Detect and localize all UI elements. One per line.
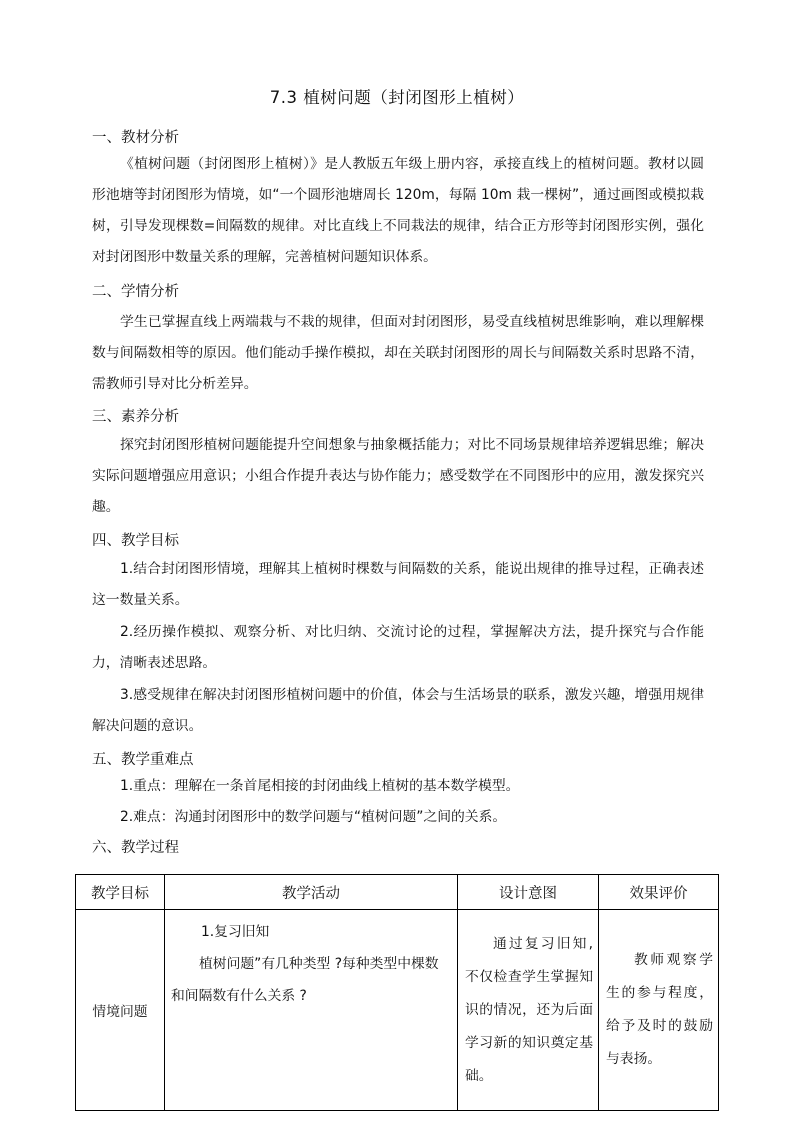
activity-step-text: 植树问题”有几种类型 ?每种类型中棵数和间隔数有什么关系 ? (171, 956, 439, 1004)
column-header-evaluation: 效果评价 (599, 875, 719, 910)
activity-step-title: 1.复习旧知 (201, 924, 270, 940)
column-header-activity: 教学活动 (165, 875, 458, 910)
table-header-row (76, 875, 719, 910)
cell-goal: 情境问题 (76, 910, 165, 1111)
teaching-process-table (75, 874, 719, 1111)
section-heading-learner-analysis: 二、学情分析 (92, 284, 179, 300)
key-point-item: 1.重点：理解在一条首尾相接的封闭曲线上植树的基本数学模型。 (120, 778, 520, 794)
section-text-learner-analysis: 学生已掌握直线上两端栽与不栽的规律，但面对封闭图形，易受直线植树思维影响，难以理解棵数与间隔数相等的原因。他们能动手操作模拟，却在关联封闭图形的周长与间隔数关系时思路不清，需教师引导对比分析差异。 (92, 314, 704, 392)
difficulty-item: 2.难点：沟通封闭图形中的数学问题与“植树问题”之间的关系。 (120, 809, 507, 825)
section-text-literacy-analysis: 探究封闭图形植树问题能提升空间想象与抽象概括能力；对比不同场景规律培养逻辑思维；解决实际问题增强应用意识；小组合作提升表达与协作能力；感受数学在不同图形中的应用，激发探究兴趣。 (92, 437, 704, 515)
section-heading-key-points: 五、教学重难点 (92, 752, 194, 768)
section-heading-literacy-analysis: 三、素养分析 (92, 409, 179, 425)
column-header-goal: 教学目标 (76, 875, 165, 910)
page-title: 7.3 植树问题（封闭图形上植树） (269, 88, 525, 107)
goal-item: 3.感受规律在解决封闭图形植树问题中的价值，体会与生活场景的联系，激发兴趣，增强用规律解决问题的意识。 (92, 687, 704, 734)
goal-item: 1.结合封闭图形情境，理解其上植树时棵数与间隔数的关系，能说出规律的推导过程，正确表述这一数量关系。 (92, 561, 704, 608)
section-heading-teaching-goals: 四、教学目标 (92, 533, 179, 549)
cell-activity (165, 910, 458, 1111)
section-text-textbook-analysis: 《植树问题（封闭图形上植树）》是人教版五年级上册内容，承接直线上的植树问题。教材以圆形池塘等封闭图形为情境，如“一个圆形池塘周长 120m，每隔 10m 栽一棵树”，通过画图或模拟栽树，引导发现棵数=间隔数的规律。对比直线上不同栽法的规律，结合正方形等封闭图形实例，强化对封闭图形中数量关系的理解，完善植树问题知识体系。 (92, 156, 704, 265)
goal-item: 2.经历操作模拟、观察分析、对比归纳、交流讨论的过程，掌握解决方法，提升探究与合作能力，清晰表述思路。 (92, 624, 704, 671)
cell-intent: 通过复习旧知,不仅检查学生掌握知识的情况，还为后面学习新的知识奠定基础。 (458, 910, 599, 1111)
section-heading-teaching-process: 六、教学过程 (92, 840, 179, 856)
cell-evaluation: 教师观察学生的参与程度，给予及时的鼓励与表扬。 (599, 910, 719, 1111)
section-heading-textbook-analysis: 一、教材分析 (92, 130, 179, 146)
table-row (76, 910, 719, 1111)
column-header-intent: 设计意图 (458, 875, 599, 910)
